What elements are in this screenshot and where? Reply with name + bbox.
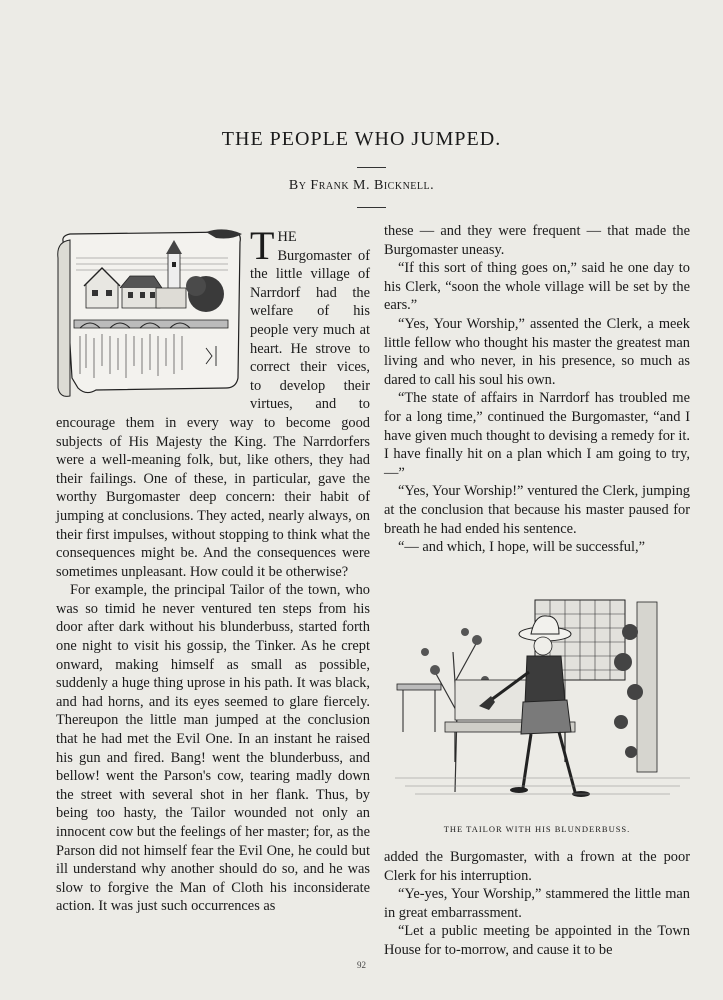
- drop-cap: T: [250, 223, 275, 268]
- paragraph-5: “Yes, Your Worship,” assented the Clerk, a meek little fellow who thought his master the greatest man living and who never, in his presence, so much as dared to call his soul his own.: [384, 315, 690, 388]
- paragraph-8: “— and which, I hope, will be successful,”: [398, 539, 645, 556]
- paragraph-3: these — and they were frequent — that made the Burgomaster uneasy.: [384, 223, 690, 258]
- paragraph-10: “Ye-yes, Your Worship,” stammered the little man in great embarrassment.: [384, 886, 690, 921]
- title-rule: [357, 167, 386, 168]
- illustration-caption: THE TAILOR WITH HIS BLUNDERBUSS.: [443, 824, 631, 834]
- article-title: THE PEOPLE WHO JUMPED.: [221, 128, 502, 150]
- paragraph-6: “The state of affairs in Narrdorf has troubled me for a long time,” continued the Burgomaster, “and I have given much thought to devising a remedy for it. I have finally hit on a plan which I am going to try,—”: [384, 390, 690, 481]
- paragraph-1-text: HE Burgomaster of the little village of Narrdorf had the welfare of his people very much at heart. He strove to correct their vices, to develop their virtues, and to encourage them in every way to become good subjects of His Majesty the King. The Narrdorfers were a well-meaning folk, but, like others, they had their failings. One of these, in particular, gave the worthy Burgomaster deep concern: their habit of jumping at conclusions. They acted, nearly always, on their first impulses, without stopping to think what the consequences might be. And the consequences were sometimes unpleasant. How could it be otherwise?: [56, 229, 370, 580]
- village-inset-illustration: [56, 228, 244, 400]
- byline-rule: [357, 207, 386, 208]
- right-column-top: [384, 222, 690, 557]
- right-column-bottom: [384, 848, 690, 960]
- article-byline: By Frank M. Bicknell.: [288, 178, 435, 193]
- left-column: [56, 223, 370, 916]
- paragraph-9: added the Burgomaster, with a frown at the poor Clerk for his interruption.: [384, 849, 690, 884]
- paragraph-4: “If this sort of thing goes on,” said he one day to his Clerk, “soon the whole village will be set by the ears.”: [384, 260, 690, 314]
- tailor-illustration: [395, 592, 690, 810]
- paragraph-2: For example, the principal Tailor of the town, who was so timid he never ventured ten steps from his door after dark without his blunderbuss, started forth one night to visit his gossip, the Tinker. As he crept onward, making himself as small as possible, suddenly a huge thing uprose in his path. It was black, and had horns, and its eyes seemed to glare fiercely. Thereupon the little man jumped at the conclusion that he had met the Evil One. In an instant he raised his gun and fired. Bang! went the blunderbuss, and bellow! went the Parson's cow, tearing madly down the street with several shot in her flank. Thus, by being too hasty, the Tailor wounded not only an innocent cow but the feelings of her master; for, as the Parson did not himself fear the Evil One, he could but ill understand why another should do so, and he was slow to forgive the Man of Cloth his inconsiderate action. It was just such occurrences as: [56, 582, 370, 915]
- page-number: 92: [357, 960, 366, 970]
- paragraph-11: “Let a public meeting be appointed in the Town House for to-morrow, and cause it to be: [384, 923, 690, 958]
- paragraph-7: “Yes, Your Worship!” ventured the Clerk, jumping at the conclusion that because his master paused for breath he had ended his sentence.: [384, 483, 690, 537]
